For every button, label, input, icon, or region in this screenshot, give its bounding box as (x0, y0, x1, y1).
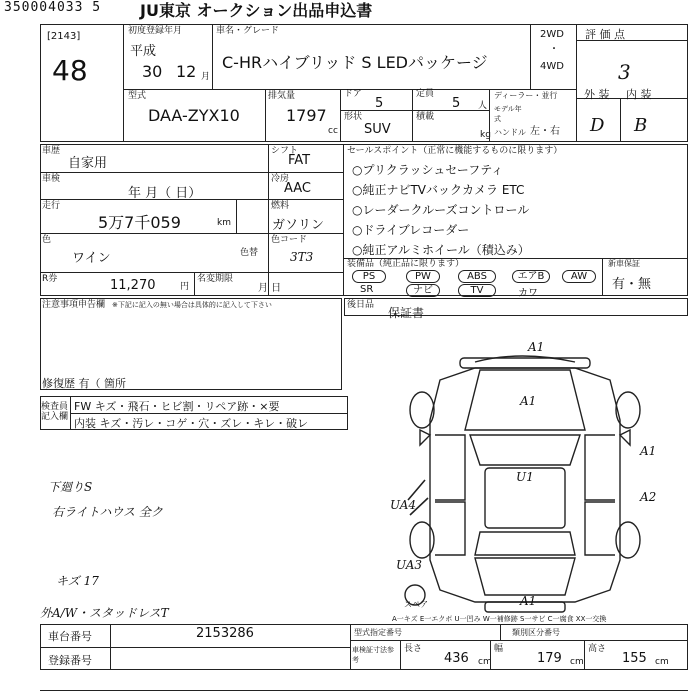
name-change-label: 名変期限 (197, 274, 234, 284)
attachments-value: 保証書 (388, 306, 425, 320)
dealer-label: ディーラー・並行 (494, 91, 558, 100)
frame-number: 2153286 (196, 626, 254, 641)
handwritten-note: 下廻りS (48, 480, 93, 494)
length-value: 436 (444, 651, 469, 666)
front-bumper (475, 356, 575, 362)
attachments-label: 後日品 (347, 300, 375, 310)
exterior-label: 外 装 (584, 88, 610, 101)
cc-unit: cc (328, 126, 338, 136)
shift-value: FAT (288, 153, 311, 168)
shift-label: シフト (271, 146, 299, 156)
equip-abs: ABS (458, 270, 496, 283)
damage-mark: A1 (520, 594, 537, 608)
height-value: 155 (622, 651, 647, 666)
damage-mark: A1 (640, 444, 657, 458)
warranty-value: 有・無 (612, 277, 652, 292)
damage-mark: U1 (516, 470, 534, 484)
sales-point-item: ○プリクラッシュセーフティ (352, 163, 504, 177)
repair-history: 修復歴 有（ 箇所 (42, 377, 126, 390)
drive-4wd: 4WD (540, 61, 564, 72)
equip-leather: カワ (518, 288, 538, 299)
left-front-door (435, 435, 465, 500)
color-value: ワイン (72, 251, 111, 266)
history-value: 自家用 (68, 156, 108, 171)
handle-value: 左・右 (530, 126, 560, 137)
load-unit: kg (480, 130, 491, 140)
fuel-value: ガソリン (272, 218, 325, 233)
equipment-title: 装備品（純正品に限ります） (347, 259, 465, 269)
ac-value: AAC (284, 181, 311, 196)
first-reg-label: 初度登録年月 (128, 26, 183, 36)
equip-pw: PW (406, 270, 440, 283)
doors-label: ドア (344, 89, 362, 99)
fuel-label: 燃料 (271, 201, 290, 211)
recycle-unit: 円 (180, 282, 190, 292)
windshield (470, 435, 580, 465)
wheel-front-left (410, 392, 434, 428)
equip-tv: TV (458, 284, 496, 297)
ref-number: [2143] (47, 31, 81, 42)
height-label: 高さ (588, 644, 607, 654)
sales-point-item: ○ドライブレコーダー (352, 223, 470, 237)
color-code-label: 色コード (271, 235, 308, 245)
handwritten-note: 外A/W・スタッドレスT (40, 606, 169, 620)
lot-number: 48 (52, 54, 88, 87)
car-name: C-HRハイブリッド S LEDパッケージ (222, 53, 488, 72)
notice-label: 注意事項申告欄 (42, 300, 106, 310)
exterior-grade: D (590, 115, 605, 136)
doors: 5 (375, 96, 384, 111)
inspection-row-exterior: FW キズ・飛石・ヒビ割・リペア跡・×要 (74, 400, 280, 413)
category-label: 類別区分番号 (512, 628, 560, 637)
ac-label: 冷房 (271, 174, 290, 184)
damage-mark: A1 (520, 394, 537, 408)
history-label: 車歴 (42, 146, 61, 156)
color-change-label: 色替 (240, 248, 259, 258)
width-label: 幅 (494, 644, 504, 654)
displacement: 1797 (286, 106, 327, 125)
capacity-unit: 人 (478, 101, 488, 111)
dims-label: 車検証寸法参考 (352, 646, 394, 664)
width-value: 179 (537, 651, 562, 666)
frame-no-label: 車台番号 (48, 630, 92, 643)
damage-mark: UA4 (390, 498, 417, 512)
cm-unit: cm (655, 657, 669, 667)
sales-point-item: ○純正ナビTVバックカメラ ETC (352, 183, 525, 197)
mileage-value: 5万7千059 (98, 213, 181, 232)
equip-navi: ナビ (406, 284, 440, 297)
drive-2wd: 2WD (540, 29, 564, 40)
handwritten-note: キズ 17 (56, 574, 99, 588)
length-label: 長さ (404, 644, 423, 654)
right-front-door (585, 435, 615, 500)
warranty-label: 新車保証 (608, 259, 640, 268)
name-change-value: 月 日 (258, 283, 282, 294)
damage-legend: A一キズ E一エクボ U一凹み W一補修跡 S一サビ C一腐食 XX一交換 (392, 615, 607, 623)
damage-mark: A2 (640, 490, 657, 504)
equip-aw: AW (562, 270, 596, 283)
sales-points-title: セールスポイント（正常に機能するものに限ります） (347, 146, 563, 156)
inspector-label: 検査員記入欄 (41, 402, 69, 422)
color-label: 色 (42, 235, 52, 245)
rear-window (475, 532, 575, 555)
interior-grade: B (634, 115, 648, 136)
car-name-label: 車名・グレード (216, 26, 280, 36)
equip-airbag: エアB (512, 270, 550, 283)
notice-subtext: ※下記に記入の無い場合は具体的に記入して下さい (112, 301, 272, 309)
car-damage-diagram (380, 340, 690, 620)
designation-label: 型式指定番号 (354, 628, 402, 637)
capacity-label: 定員 (416, 89, 435, 99)
month-unit: 月 (201, 72, 211, 82)
shape: SUV (364, 122, 391, 137)
rating-score: 3 (618, 60, 631, 84)
sales-points-list (352, 160, 530, 260)
capacity: 5 (452, 96, 461, 111)
equip-sr: SR (360, 284, 374, 295)
reg-year: 30 (142, 62, 163, 81)
cm-unit: cm (478, 657, 492, 667)
sales-point-item: ○レーダークルーズコントロール (352, 203, 530, 217)
model-label: 型式 (128, 91, 147, 101)
shape-label: 形状 (344, 112, 363, 122)
recycle-label: R券 (42, 274, 58, 284)
recycle-value: 11,270 (110, 278, 156, 293)
spare-label: スペア (404, 600, 428, 609)
sales-point-item: ○純正アルミホイール（積込み） (352, 243, 530, 257)
handwritten-note: 右ライトハウス 全ク (52, 505, 163, 519)
reg-no-label: 登録番号 (48, 654, 92, 667)
era: 平成 (130, 44, 157, 59)
model-year-label: モデル年式 (494, 105, 522, 123)
km-unit: km (217, 218, 231, 228)
left-rear-door (435, 502, 465, 555)
wheel-front-right (616, 392, 640, 428)
barcode-number: 350004033 5 (4, 0, 102, 15)
form-title: JU東京 オークション出品申込書 (140, 1, 373, 20)
color-code-value: 3T3 (290, 250, 314, 264)
load-label: 積載 (416, 112, 435, 122)
model-code: DAA-ZYX10 (148, 106, 240, 125)
right-rear-door (585, 502, 615, 555)
equip-ps: PS (352, 270, 386, 283)
inspection-value: 年 月（ 日） (128, 186, 202, 201)
cm-unit: cm (570, 657, 584, 667)
reg-month: 12 (176, 62, 197, 81)
inspection-row-interior: 内装 キズ・汚レ・コゲ・穴・ズレ・キレ・破レ (74, 417, 309, 430)
displacement-label: 排気量 (268, 91, 296, 101)
trunk (475, 558, 575, 595)
handle-label: ハンドル (494, 128, 526, 137)
damage-mark: UA3 (396, 558, 423, 572)
mileage-label: 走行 (42, 201, 61, 211)
drive-separator: ・ (549, 44, 559, 55)
interior-label: 内 装 (626, 88, 652, 101)
rating-title: 評 価 点 (585, 28, 625, 41)
inspection-label: 車検 (42, 174, 61, 184)
damage-mark: A1 (528, 340, 545, 354)
